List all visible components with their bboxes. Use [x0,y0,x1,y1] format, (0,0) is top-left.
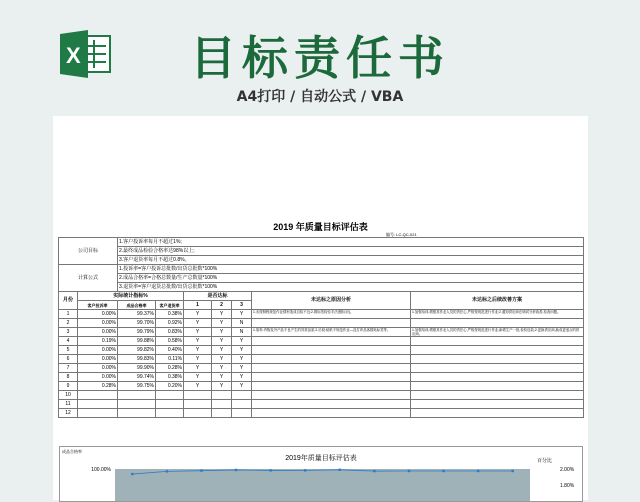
return-rate-cell [156,400,184,409]
reason-header: 未达标之原因分析 [252,292,411,310]
reached-header: 是否达标 [184,292,252,301]
action-cell [411,364,584,373]
reached-1-cell: Y [184,310,212,319]
page-title: 目标责任书 [190,31,450,85]
chart-point [304,469,306,471]
reached-2-cell [212,409,232,418]
complaint-rate-cell: 0.00% [78,319,118,328]
chart-point [373,470,375,472]
month-cell: 12 [59,409,78,418]
reached-2-cell: Y [212,310,232,319]
goal-2: 2.最终成品检验合格率达98%以上; [118,247,584,256]
chart-plot-area [115,469,530,501]
reason-cell [252,319,411,328]
action-cell [411,346,584,355]
reached-3-cell [232,391,252,400]
excel-icon [60,30,112,78]
complaint-rate-cell [78,409,118,418]
reason-cell [252,373,411,382]
reached-1-cell [184,409,212,418]
month-cell: 8 [59,373,78,382]
reached-2-cell: Y [212,328,232,337]
reason-cell [252,346,411,355]
return-rate-cell: 0.83% [156,328,184,337]
complaint-header: 客户投诉率 [78,301,118,310]
reason-cell [252,409,411,418]
pass-rate-cell [118,391,156,400]
chart-point [512,470,514,472]
table-row [59,373,584,382]
document-code: 编号: LC-QC-021 [386,232,417,237]
reached-2-cell: Y [212,373,232,382]
table-row [59,355,584,364]
month-cell: 5 [59,346,78,355]
action-cell: 1.加强培训,增强其作业人员的责任心,严格按规范进行作业,新增生产一批,检验包装;2.更换供应商,换成更适合的供应商。 [411,328,584,337]
pass-header: 成品合格率 [118,301,156,310]
reason-cell [252,355,411,364]
month-cell: 9 [59,382,78,391]
table-row [59,328,584,337]
reason-cell [252,400,411,409]
reached-1-header: 1 [184,301,212,310]
reached-3-cell: Y [232,373,252,382]
table-row [59,346,584,355]
spreadsheet-preview [53,116,588,500]
complaint-rate-cell: 0.00% [78,310,118,319]
chart-plot [60,447,582,501]
reached-2-cell: Y [212,355,232,364]
action-cell [411,355,584,364]
return-rate-cell [156,409,184,418]
pass-rate-cell: 99.37% [118,310,156,319]
chart-point [235,469,237,471]
month-cell: 4 [59,337,78,346]
reached-3-cell: Y [232,364,252,373]
chart-point [339,469,341,471]
reached-3-cell: Y [232,346,252,355]
action-cell [411,400,584,409]
reached-1-cell: Y [184,364,212,373]
chart-point [408,470,410,472]
reason-cell [252,391,411,400]
table-row [59,409,584,418]
table-row [59,400,584,409]
chart-y-label: 成品合格率 [62,449,82,454]
goal-1: 1.客户投诉率每月不超过1%; [118,238,584,247]
pass-rate-cell: 99.90% [118,364,156,373]
action-cell [411,391,584,400]
reason-cell [252,382,411,391]
month-cell: 6 [59,355,78,364]
reached-2-cell: Y [212,364,232,373]
chart-point [477,470,479,472]
chart-title: 2019年质量目标评估表 [285,455,357,462]
return-rate-cell: 0.11% [156,355,184,364]
table-row [59,382,584,391]
reached-1-cell: Y [184,355,212,364]
chart-point [200,469,202,471]
reached-1-cell: Y [184,319,212,328]
method-label: 计算公式 [59,265,118,292]
pass-rate-cell: 99.70% [118,319,156,328]
table-row [59,391,584,400]
pass-rate-cell: 99.88% [118,337,156,346]
month-cell: 3 [59,328,78,337]
pass-rate-cell: 99.82% [118,346,156,355]
pass-rate-cell [118,409,156,418]
reached-2-cell [212,391,232,400]
chart-y2-tick: 1.80% [560,483,575,489]
page-subtitle: A4打印 / 自动公式 / VBA [236,89,404,105]
reached-3-cell [232,409,252,418]
pass-rate-cell: 99.74% [118,373,156,382]
complaint-rate-cell: 0.00% [78,364,118,373]
complaint-rate-cell [78,400,118,409]
return-rate-cell: 0.38% [156,310,184,319]
method-3: 3.退货率=客户退货总批数/出货总批数*100% [118,283,584,292]
reached-3-cell: Y [232,382,252,391]
return-rate-cell [156,391,184,400]
return-rate-cell: 0.58% [156,337,184,346]
reached-3-cell: Y [232,337,252,346]
return-rate-cell: 0.28% [156,364,184,373]
return-rate-cell: 0.38% [156,373,184,382]
month-cell: 1 [59,310,78,319]
actual-header: 实际统计指标% [78,292,184,301]
table-row [59,310,584,319]
chart-point [269,469,271,471]
quality-chart [59,446,583,502]
action-cell [411,319,584,328]
reason-cell [252,337,411,346]
complaint-rate-cell: 0.00% [78,328,118,337]
reached-2-cell: Y [212,337,232,346]
reached-2-cell: Y [212,346,232,355]
reason-cell: 1.未按制程规范作业情形造成自检不良;2.做标签检验手法(错标识)。 [252,310,411,319]
return-rate-cell: 0.92% [156,319,184,328]
action-cell [411,382,584,391]
pass-rate-cell: 99.75% [118,382,156,391]
reason-cell [252,364,411,373]
reached-3-cell: N [232,328,252,337]
table-row [59,364,584,373]
reached-2-cell: Y [212,319,232,328]
reached-3-cell [232,400,252,409]
chart-y2-label: 百分比 [536,458,552,464]
sheet-title: 2019 年质量目标评估表 [273,222,368,232]
reached-3-cell: Y [232,355,252,364]
reached-3-cell: Y [232,310,252,319]
banner [0,0,640,112]
action-cell: 1.加强培训,增强其作业人员的责任心,严格按规范进行作业;2.通知供应商在调试分析改善,检查问题。 [411,310,584,319]
month-header: 月份 [59,292,78,310]
complaint-rate-cell: 0.00% [78,373,118,382]
reached-2-header: 2 [212,301,232,310]
goal-label: 公司目标 [59,238,118,265]
complaint-rate-cell: 0.00% [78,355,118,364]
svg-text:X: X [66,43,81,68]
reached-2-cell [212,400,232,409]
complaint-rate-cell [78,391,118,400]
month-cell: 2 [59,319,78,328]
reached-1-cell [184,391,212,400]
reached-1-cell: Y [184,373,212,382]
reached-3-cell: N [232,319,252,328]
complaint-rate-cell: 0.28% [78,382,118,391]
complaint-rate-cell: 0.00% [78,346,118,355]
method-1: 1.投诉率=客户投诉总批数/出货总批数*100% [118,265,584,274]
action-header: 未达标之后续改善方案 [411,292,584,310]
chart-y2-tick: 2.00% [560,467,575,473]
reached-1-cell: Y [184,328,212,337]
month-cell: 11 [59,400,78,409]
month-cell: 10 [59,391,78,400]
complaint-rate-cell: 0.19% [78,337,118,346]
reached-3-header: 3 [232,301,252,310]
method-2: 2.成品合格率=合格总数量/生产总数量*100% [118,274,584,283]
chart-point [131,473,133,475]
pass-rate-cell: 99.83% [118,355,156,364]
reached-2-cell: Y [212,382,232,391]
chart-point [442,470,444,472]
chart-point [166,470,168,472]
reached-1-cell: Y [184,337,212,346]
chart-y-tick: 100.00% [91,467,111,473]
pass-rate-cell: 99.79% [118,328,156,337]
reason-cell: 1.原料:内购及外产品不良产生的异常品质;2.后段:贴纸不规范作业—没打印品客数贴标签等。 [252,328,411,337]
action-cell [411,409,584,418]
quality-table [58,237,584,418]
month-cell: 7 [59,364,78,373]
action-cell [411,373,584,382]
reached-1-cell: Y [184,382,212,391]
reached-1-cell [184,400,212,409]
reached-1-cell: Y [184,346,212,355]
table-row [59,319,584,328]
pass-rate-cell [118,400,156,409]
return-rate-cell: 0.40% [156,346,184,355]
return-header: 客户退货率 [156,301,184,310]
return-rate-cell: 0.20% [156,382,184,391]
table-row [59,337,584,346]
action-cell [411,337,584,346]
goal-3: 3.客户退货率每月不超过0.8%。 [118,256,584,265]
